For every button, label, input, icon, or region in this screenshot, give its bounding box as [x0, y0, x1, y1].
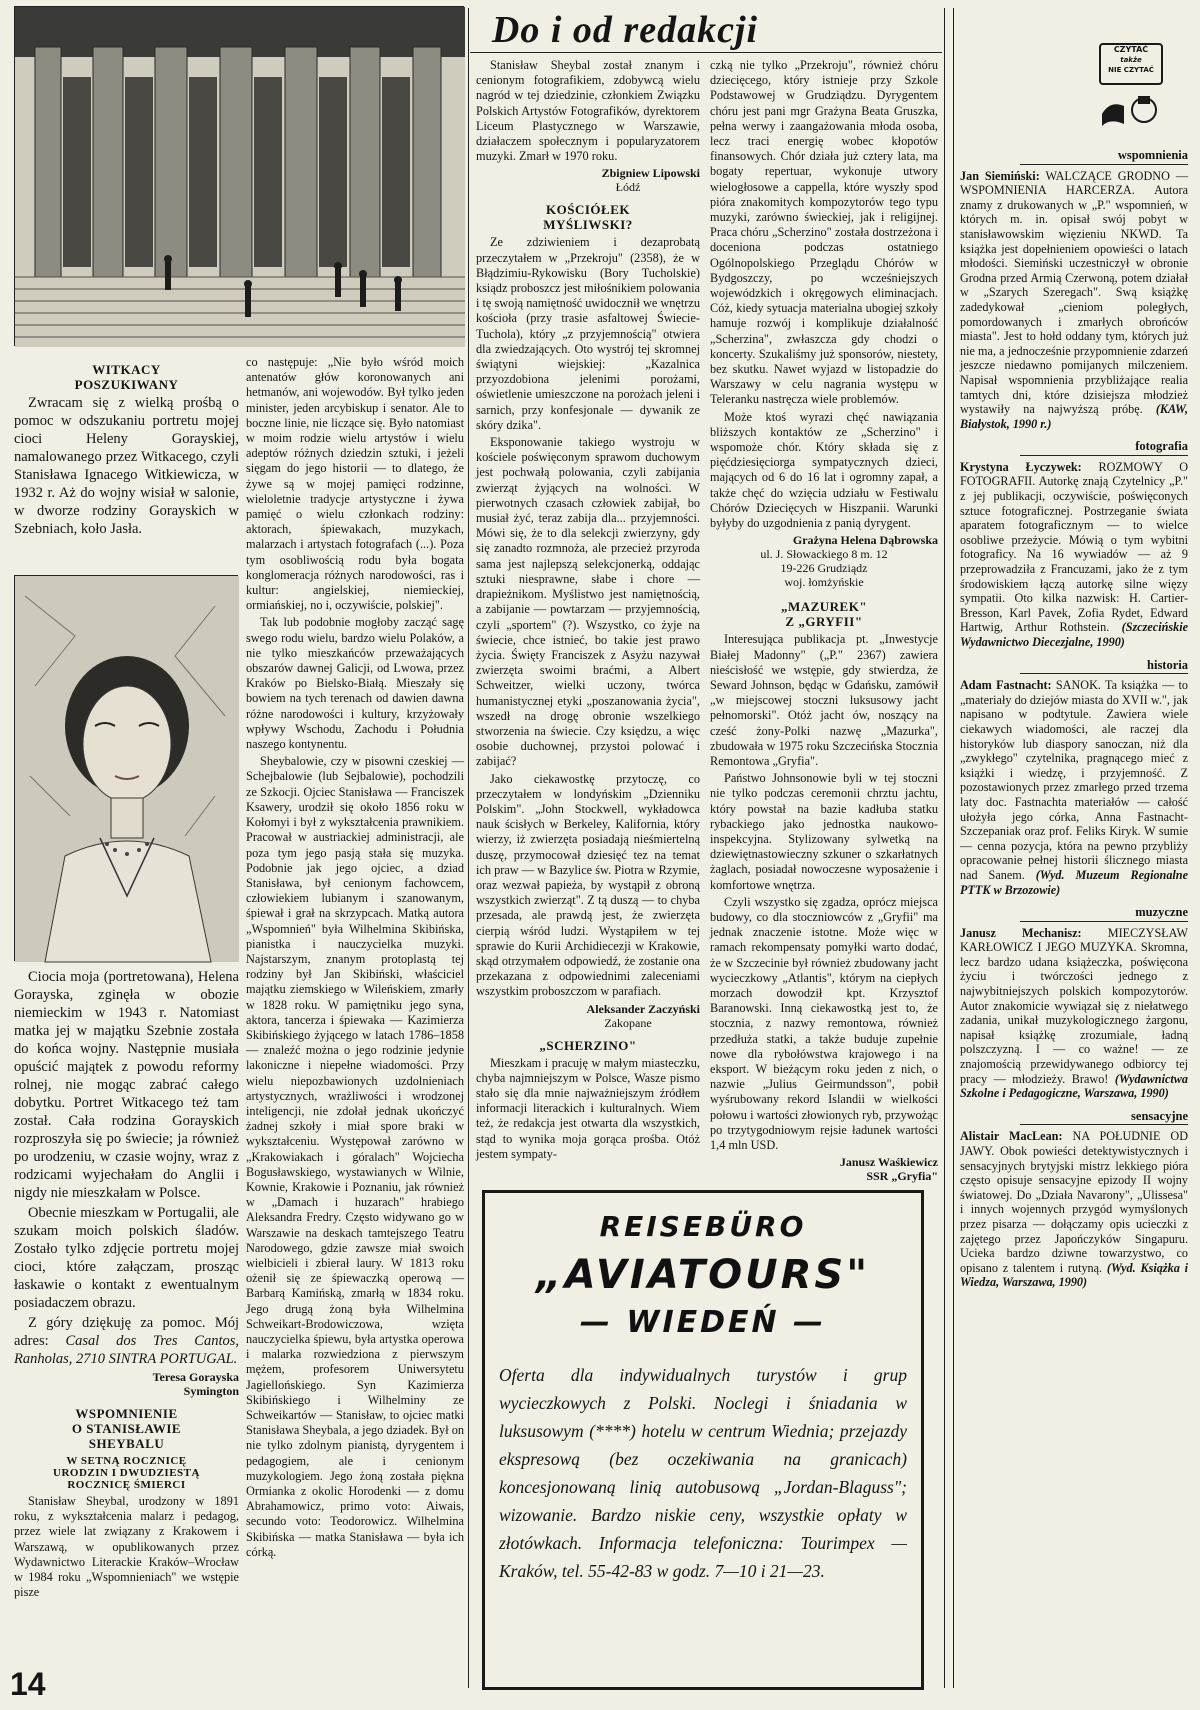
colonnade-illustration [15, 7, 465, 347]
article-paragraph: Mieszkam i pracuję w małym miasteczku, chyba najmniejszym w Polsce, Wasze pismo stało się dla mnie najważniejszym źródłem informacji literackich i kulturalnych. Wiem też, że redakcja jest otwarta dla wszystkich, stąd to wynika moja gorąca prośba. Otóż jestem sympaty- [476, 1055, 700, 1161]
article-paragraph: Tak lub podobnie mogłoby zacząć sagę swego rodu wielu, bardzo wielu Polaków, a nie tylko mieszkańców przeważających obszarów dawnej Galicji, od Lwowa, przez Kraków po Bielsko-Białą. Mieszały się bowiem na tych terenach od dawien dawna różne narodowości i kultury, krzyżowały wpływy Wschodu, Zachodu i Południa naszego kontynentu. [246, 615, 464, 752]
article-paragraph: Ciocia moja (portretowana), Helena Gorayska, zginęła w obozie niemieckim w 1943 r. Natomiast matka jej w majątku Szebnie została do końca wojny. Następnie musiała opuścić majątek z powodu reformy rolnej, nie mogąc zabrać całego dobytku. Portret Witkacego też tam został. Cała rodzina Gorayskich rozproszyła się po świecie; ja również po urodzeniu, w czasie wojny, wraz z rodzicami wyjechałam do Anglii i nigdy nie mieszkałam w Polsce. [14, 969, 239, 1201]
article-paragraph: czką nie tylko „Przekroju", również chóru dziecięcego, który istnieje przy Szkole Podstawowej w Grudziądzu. Dyrygentem chóru jest pani mgr Grażyna Beata Gruszka, pełna werwy i zaangażowania młoda osoba, lecz traci energię wobec kłopotów finansowych. Chór działa już cztery lata, ma bogaty repertuar, wykonuje utwory wielogłosowe a cappella, które wyszły spod pióra znakomitych kompozytorów tego typu muzyki, zarówno świeckiej, jak i religijnej. Praca chóru „Scherzino" została dostrzeżona i doceniona podczas ostatniego Ogólnopolskiego Przeglądu Chórów w Bydgoszczy, po wcześniejszych wojewódzkich i okręgowych eliminacjach. Cóż, kiedy sytuacja materialna ubogiej szkoły hamuje rozwój i komplikuje działalność „Scherzina", zwłaszcza gdy chodzi o koncerty. Szukaliśmy już sponsorów, niestety, bez skutku. Nawet wyjazd w listopadzie do Warszawy w celu nagrania występu w Teleranku nastręcza wiele problemów. [710, 58, 938, 407]
signature-address: woj. łomżyńskie [784, 575, 864, 590]
review-author: Krystyna Łyczywek: [960, 459, 1082, 474]
article-title: KOŚCIÓŁEK [546, 202, 630, 218]
signature: Aleksander Zaczyński [586, 1001, 700, 1016]
article-paragraph [14, 1314, 239, 1368]
section-tag: muzyczne [1020, 905, 1188, 922]
review-author: Adam Fastnacht: [960, 678, 1052, 693]
signature: Zbigniew Lipowski [601, 166, 700, 181]
review-author: Janusz Mechanisz: [960, 925, 1082, 940]
review-author: Alistair MacLean: [960, 1129, 1063, 1144]
page-number: 14 [10, 1666, 46, 1702]
witkacy-article [14, 350, 239, 560]
article-title: WSPOMNIENIE [75, 1406, 178, 1421]
article-paragraph: Eksponowanie takiego wystroju w kościele poświęconym sprawom duchowym jest pochwałą polowania, czyli zabijania zwierząt żyjących na wolności. W pierwotnych czasach człowiek zabijał, bo musiał żyć, teraz zabija dla... przyjemności. Mówi się, że to dla selekcji zwierzyny, gdy się zanadto rozmnoża, ale przecież przyroda sama jest najlepszą selekcjonerką, oddając sztuki niesprawne, słabe i chore — drapieżnikom. Myślistwo jest namiętnością, a zabijanie — powtarzam — przyjemnością, czyli „sportem" (?). Wszystko, co żyje na świecie, chce istnieć, bo takie jest prawo życia. Święty Franciszek z Asyżu nazywał zwierzęta swoimi braćmi, a Albert Schweitzer, wielki uczony, twórca humanistycznej etyki „poszanowania życia", wszedł na drogę obronie wszelkiego stworzenia na świecie. Czy księdzu, a więc osobie duchownej, przystoi polować i zabijać? [476, 435, 700, 769]
article-paragraph: Obecnie mieszkam w Portugalii, ale szukam moich polskich śladów. Zostało tylko zdjęcie portretu mojej cioci, które załączam, prosząc łaskawie o kontakt z ewentualnym posiadaczem obrazu. [14, 1205, 239, 1311]
article-title: MYŚLIWSKI? [543, 217, 633, 233]
section-tag: wspomnienia [1020, 148, 1188, 165]
article-paragraph: Czyli wszystko się zgadza, oprócz miejsca budowy, co dla stoczniowców z „Gryfii" ma jednak znaczenie istotne. Może więc w ramach rekompensaty pomyłki warto dodać, że w Szczecinie był również zbudowany jacht wycieczkowy „Atlantis", którym na ciepłych morzach dowodził kpt. Krzysztof Baranowski. Inną ciekawostką jest to, że stocznia, z nazwy remontowa, również przedłuża statki, a także buduje zupełnie nowe dla rybołówstwa krajowego i na eksport. W bieżącym roku jeden z nich, o nazwie „Julius Geirmundsson", pobił wyśrubowany rekord Islandii w wielkości połowu i wartości złowionych ryb, przywożąc po trzytygodniowym rejsie ładunek wartości 1,4 mln USD. [710, 894, 938, 1152]
section-tag: fotografia [1020, 439, 1188, 456]
review-item [960, 1129, 1188, 1290]
section-tag: sensacyjne [1020, 1109, 1188, 1126]
portrait-photo [14, 575, 238, 961]
review-source: (Szczecińskie Wydawnictwo Diecezjalne, 1990) [960, 620, 1188, 649]
article-title: O STANISŁAWIE [71, 1421, 182, 1436]
column-rule [953, 8, 954, 1688]
article-paragraph: Ze zdziwieniem i dezaprobatą przeczytałem w „Przekroju" (2358), że w Błądzimiu-Rykowisku (Bory Tucholskie) ksiądz proboszcz jest miłośnikiem polowania i tę swoją namiętność uwidocznił we wnętrzu kościoła (przy trasie asfaltowej Świecie-Tuchola), który „z przyjemnością" otwiera dla zwiedzających. Oto wystrój tej skromnej świątyni wiejskiej: „Kazalnica przyozdobiona jelenimi porożami, oświetlenie umieszczone na porożach jeleni i sarnich, przy konfesjonale — dywanik ze skóry dzika". [476, 235, 701, 432]
review-item [960, 460, 1188, 650]
article-paragraph: Jako ciekawostkę przytoczę, co przeczytałem w londyńskim „Dzienniku Polskim". „John Stockwell, wykładowca nauk ścisłych w Berkeley, Kalifornia, który wierzy, iż zwierzęta posiadają nieśmiertelną duszę, przymocował dziesięć tez na temat ich praw — w Bazylice św. Piotra w Rzymie, oraz wezwał papieża, by wystąpił z obroną wszystkich zwierząt". Z tą duszą — to chyba przesada, ale prawdą jest, że zwierzęta cierpią wśród ludzi. Wystąpiłem w tej sprawie do Kurii Archidiecezji w Krakowie, skąd otrzymałem odpowiedź, że zostanie ona przekazana z odpowiednimi zaleceniami wszystkim proboszczom w parafiach. [476, 771, 700, 999]
article-title: WITKACY [92, 362, 161, 377]
article-paragraph: Stanisław Sheybal, urodzony w 1891 roku, z wykształcenia malarz i pedagog, przez wiele lat związany z Krakowem i Warszawą, w opublikowanych przez Wydawnictwo Literackie Kraków–Wrocław w 1984 roku „Wspomnieniach" we wstępie pisze [14, 1494, 239, 1600]
article-paragraph: Państwo Johnsonowie byli w tej stoczni nie tylko podczas ceremonii chrztu jachtu, który powstał na bazie kadłuba statku rybackiego jako jednostka naukowo-inspekcyjna. Stylizowany sylwetką na dziewiętnastowieczny szkuner o szkarłatnych żaglach, posiadał nowoczesne wyposażenie i komfortowe wnętrza. [710, 771, 938, 892]
signature: Grażyna Helena Dąbrowska [792, 533, 938, 548]
column-rule [944, 8, 945, 1688]
article-paragraph: Interesująca publikacja pt. „Inwestycje Białej Madonny" („P." 2367) zawiera nieścisłość we wstępie, gdy stwierdza, że Seward Johnson, będąc w Gdańsku, zamówił „w miejscowej stoczni luksusowy jacht pełnomorski". Otóż jacht ów, noszący na cześć żony-Polki nazwę „Mazurka", zbudowała w 1975 roku Szczecińska Stocznia Remontowa „Gryfia". [710, 632, 938, 768]
letters-column-a [476, 58, 700, 1173]
article-title: „SCHERZINO" [539, 1037, 637, 1053]
ad-title: REISEBÜRO [599, 1210, 807, 1243]
article-paragraph: Stanisław Sheybal został znanym i cenionym fotografikiem, zdobywcą wielu nagród w tej dziedzinie, członkiem Związku Polskich Artystów Fotografików, dyrektorem Liceum Plastycznego w Warszawie, działaczem społecznym i popularyzatorem muzyki. Zmarł w 1970 roku. [476, 58, 700, 164]
logo-text: także [1120, 56, 1142, 64]
signature-address: ul. J. Słowackiego 8 m. 12 [760, 547, 888, 562]
signature: Symington [183, 1384, 239, 1398]
czytac-logo [1080, 40, 1180, 130]
paragraph-text: Z góry dziękuję za pomoc. Mój adres: [14, 1315, 239, 1349]
aviatours-advertisement [482, 1190, 924, 1690]
review-source: (Wydawnictwa Szkolne i Pedagogiczne, Warszawa, 1990) [960, 1071, 1188, 1101]
signature-address: 19-226 Grudziądz [780, 561, 868, 576]
article-subtitle: W SETNĄ ROCZNICĘ [66, 1455, 187, 1467]
reviews-column [960, 140, 1188, 1685]
article-title: POSZUKIWANY [74, 377, 179, 392]
ad-body: Oferta dla indywidualnych turystów i grup wycieczkowych z Polski. Noclegi i śniadania w luksusowym (****) hotelu w centrum Wiednia; przejazdy ekspresową (bez oczekiwania na granicach) koncesjonowaną linią autobusową „Jordan-Blaguss"; wizowanie. Bardzo niskie ceny, wszystkie opłaty w złotówkach. Informacja telefoniczna: Tourimpex — Kraków, tel. 55-42-83 w godz. 7—10 i 21—23. [499, 1365, 907, 1581]
review-item [960, 169, 1188, 432]
portrait-illustration [15, 576, 239, 962]
logo-text: CZYTAĆ [1113, 45, 1149, 54]
article-paragraph: Sheybalowie, czy w pisowni czeskiej — Schejbalowie (lub Sejbalowie), pochodzili ze Szkocji. Ojciec Stanisława — Franciszek Ksawery, urodził się około 1856 roku w Kołomyi i był z wykształcenia prawnikiem. Pracował w austriackiej administracji, ale poza tym jego pasją stała się muzyka. Podobnie jak jego ojciec, a dziad Stanisława, był cenionym fachowcem, człowiekiem lubianym i szanowanym, śpiewał i grał na skrzypcach. Matką autora „Wspomnień" była Wilhelmina Skibińska, pianistka i nauczycielka muzyki. Najstarszym, znanym protoplastą tej rodziny był Jan Skibiński, właściciel majątku ziemskiego w Wileńskiem, zmarły w 1828 roku. W pamiętniku jego syna, aktora, tancerza i śpiewaka — Kazimierza Skibińskiego żyjącego w latach 1786–1858 — znaleźć można o jego rodzinie jedynie lakoniczne i niepełne wiadomości. Przy wielu niepozbawionych uzdolnieniach artystycznych, wrażliwości i wrodzonej inteligencji, nie zdołał jednak ukończyć żadnej szkoły i miał spore braki w wykształceniu. Występował zarówno w „Krakowiakach i góralach" Wojciecha Bogusławskiego, wystawianych w Wilnie, Kownie, Krakowie i Poznaniu, jak również w „Damach i huzarach" hrabiego Aleksandra Fredry. Często widywano go w Warszawie na deskach tamtejszego Teatru Narodowego, gdzie zawsze miał swoich wielbicieli i zbierał laury. W 1813 roku ożenił się ze śpiewaczką operową — Barbarą Kamińską, zmarłą w 1834 roku. Jego drugą żoną była Wilhelmina Schweikart-Brodowiczowa, wzięta nauczycielka śpiewu, była artystka operowa i malarka rozwiedziona z pierwszym mężem, profesorem Uniwersytetu Jagiellońskiego. Syn Kazimierza Skibińskiego i Wilhelminy ze Schweikartów — Stanisław, to ojciec matki Stanisława Sheybala, a jego dziadek. Był on nie tylko zdolnym pianistą, dyrygentem i pedagogiem, ale i cenionym muzykologiem. Jego żoną została piękna Ormianka z okolic Horodenki — z domu Abrahamowicz, primo voto: Aiwais, secundo voto: Teodorowicz. Wilhelmina Skibińska — matka Stanisława — była ich córką. [246, 754, 464, 1559]
address-text: Casal dos Tres Cantos, Ranholas, 2710 SINTRA PORTUGAL. [14, 1333, 240, 1367]
signature-city: Łódź [615, 180, 641, 195]
signature-affiliation: SSR „Gryfia" [866, 1169, 938, 1184]
review-text: SANOK. Ta książka — to „materiały do dziejów miasta do XVII w.", jak napisano w podtytule. Zawiera wiele ciekawych wiadomości, ale raczej dla historyków lub diaspory sanoczan, niż dla „zwykłego" czytelnika, pragnącego mieć z książki i wiedzę, i przyjemność. Z pozostawionych przez zmarłego przed trzema laty doc. Fastnachta materiałów — całość ułożyła jego córka, Anna Fastnacht-Szczepaniak oraz prof. Feliks Kiryk. W sumie — cenna pozycja, która na pewno przybliży opracowanie pełnej historii ślicznego miasta nad Sanem. [960, 678, 1189, 882]
sheybal-article [246, 355, 464, 1690]
masthead-title: Do i od redakcji [491, 9, 759, 51]
signature: Teresa Gorayska [152, 1370, 239, 1384]
column-rule [468, 8, 469, 1688]
review-text: NA POŁUDNIE OD JAWY. Obok powieści detektywistycznych i sensacyjnych brytyjski mistrz lekkiego pióra często opisuje sensacyjne epizody II wojny światowej. Do „Działa Navarony", „Ulissesa" i innych wojennych przygód wymyślonych przez pisarza — dołączamy opis ucieczki z zajętego przez Japończyków Singapuru. Ucieka bardzo dziwne towarzystwo, co opisano z talentem i rutyną. [960, 1129, 1188, 1275]
letters-column-b [710, 58, 938, 1184]
review-text: ROZMOWY O FOTOGRAFII. Autorkę znają Czytelnicy „P." z jej publikacji, oczywiście, poświęconych sztuce fotograficznej. Postrzeganie świata aparatem fotograficznym — to wielce osobliwe przeżycie. Mówią o tym wybitni fotograficy. Na 16 wywiadów — aż 9 przeprowadziła z Francuzami, jako że z tym środowiskiem łączą autorkę silne więzy sympatii. Oto kilka nazwisk: H. Cartier-Bresson, Karl Pavek, Zofia Rydet, Edward Hartwig, Arthur Rothstein. [960, 459, 1188, 635]
logo-text: NIE CZYTAĆ [1108, 66, 1154, 74]
article-paragraph: Zwracam się z wielką prośbą o pomoc w odszukaniu portretu mojej cioci Heleny Gorayskiej, namalowanego przez Witkacego, czyli Stanisława Ignacego Witkiewicza, w 1932 r. Aż do wojny wisiał w salonie, w dworze rodziny Gorayskich w Szebniach, koło Jasła. [14, 395, 239, 537]
review-author: Jan Siemiński: [960, 168, 1040, 183]
article-subtitle: ROCZNICĘ ŚMIERCI [67, 1479, 186, 1491]
article-paragraph: co następuje: „Nie było wśród moich antenatów głów koronowanych ani hetmanów, ani wojewodów. Był tylko jeden minister, jeden arcybiskup i senator. Ale to boczne linie, nie liczące się. Było natomiast w moim rodzie wielu artystów i wielu adeptów różnych dziedzin sztuki, i jeżeli sięgam do jego historii — to dlatego, że żywe są w mojej pamięci rodzinne, wieloletnie tradycje artystyczne i żywa pamięć o wielu członkach rodziny: aktorach, śpiewakach, muzykach, malarzach i artystach fotografach (...). Poza tym osobliwością rodu była bogata konglomeracja różnych narodowości, ras i kultur: angielskiej, niemieckiej, ormiańskiej, no i, oczywiście, polskiej". [246, 355, 464, 613]
review-text: WALCZĄCE GRODNO — WSPOMNIENIA HARCERZA. Autora znamy z drukowanych w „P." wspomnień, w których m. in. opisał swój pobyt w stanisławowskim więzieniu NKWD. Ta książka jest dopełnieniem opowieści o latach młodości. Siemiński uczestniczył w obronie Grodna przed Armią Czerwoną, potem działał w „Szarych Szeregach". Swą książkę zadedykował „cieniom poległych, pomordowanych i zmarłych obrońców miasta". Jest to hołd oddany tym, których już nie ma, a jednocześnie przypomnienie zdarzeń jeszcze niedawno pomijanych milczeniem. Napisał wspomnienia przybliżające realia tamtych dni, które dzisiejsza młodzież wystawiły na najwyższą próbę. [960, 168, 1189, 417]
signature: Janusz Waśkiewicz [839, 1155, 938, 1170]
signature-city: Zakopane [604, 1015, 652, 1030]
building-photo [14, 6, 464, 346]
article-subtitle: URODZIN I DWUDZIESTĄ [53, 1467, 200, 1479]
masthead-rule [470, 52, 942, 53]
review-text: MIECZYSŁAW KARŁOWICZ I JEGO MUZYKA. Skromna, lecz bardzo udana książeczka, poświęcona życiu i twórczości jednego z najwybitniejszych polskich kompozytorów. Autor znakomicie wywiązał się z niełatwego zadania, unikał muzykologicznego żargonu, napisał książkę zrozumiale, ładną polszczyzną. I — co ważne! — ze znajomością przewidywanego odbiorcy tej pracy — młodzieży. Brawo! [960, 925, 1189, 1086]
article-title: Z „GRYFII" [785, 614, 863, 630]
review-item [960, 678, 1188, 897]
review-source: (Wyd. Muzeum Regionalne PTTK w Brzozowie) [960, 867, 1188, 897]
witkacy-article-continued [14, 968, 239, 1668]
article-paragraph: Może ktoś wyrazi chęć nawiązania bliższych kontaktów ze „Scherzino" i wspomoże chór. Który składa się z pięćdziesięciorga sympatycznych dzieci, mających od 6 do 16 lat i ogromny zapał, a także chęć do wzięcia udziału w Festiwalu Chórów Dziecięcych w Hiszpanii. Warunki byłyby do uzgodnienia z panią dyrygent. [710, 409, 938, 531]
ad-brand: „AVIATOURS" [535, 1252, 871, 1298]
review-item [960, 926, 1188, 1101]
article-title: SHEYBALU [88, 1436, 165, 1451]
review-source: (Wyd. Książka i Wiedza, Warszawa, 1990) [960, 1260, 1188, 1290]
ad-city: — WIEDEŃ — [579, 1305, 827, 1340]
article-title: „MAZUREK" [780, 599, 868, 615]
review-source: (KAW, Białystok, 1990 r.) [960, 402, 1188, 431]
section-tag: historia [1020, 658, 1188, 675]
